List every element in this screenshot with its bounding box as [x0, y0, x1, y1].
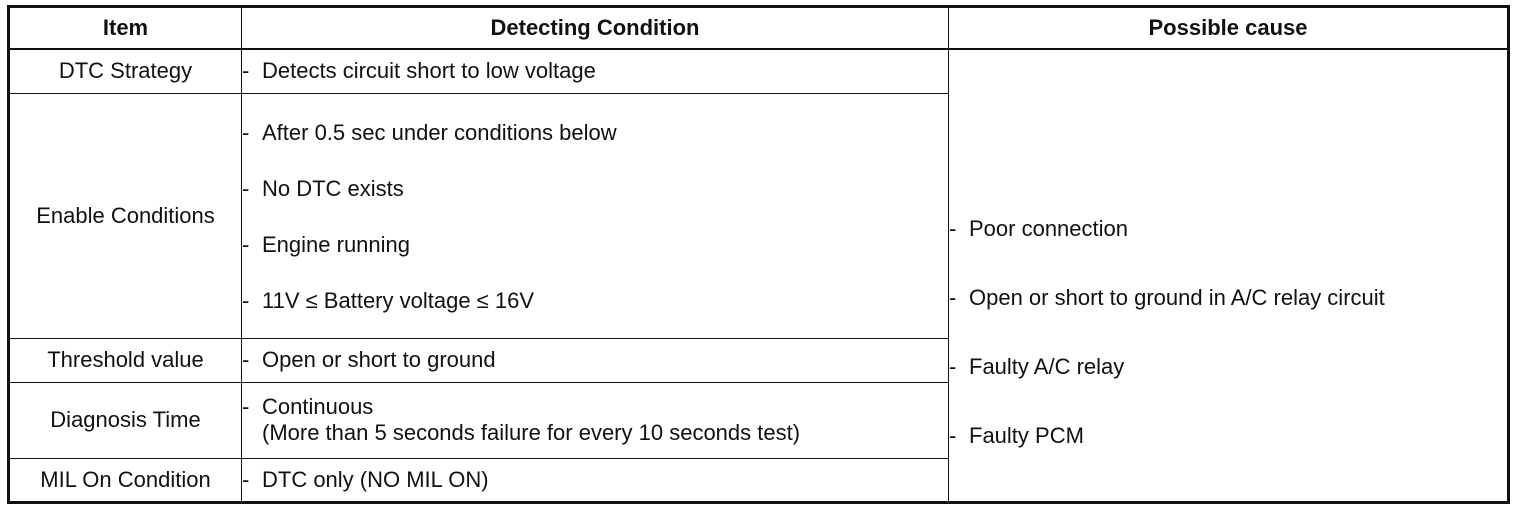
row-condition-cell	[242, 93, 949, 338]
condition-text: No DTC exists	[262, 175, 404, 201]
cause-item	[949, 285, 1507, 311]
condition-line	[242, 288, 948, 314]
bullet-dash: -	[949, 354, 957, 380]
condition-line	[242, 176, 948, 202]
enable-conditions-list	[242, 110, 948, 322]
bullet-dash: -	[949, 423, 957, 449]
row-item-dtc-strategy: DTC Strategy	[9, 49, 242, 93]
bullet-dash: -	[242, 119, 250, 145]
condition-text: 11V ≤ Battery voltage ≤ 16V	[262, 287, 535, 313]
row-condition-cell	[242, 338, 949, 382]
row-condition-cell	[242, 458, 949, 502]
header-item: Item	[9, 7, 242, 50]
table-row	[9, 49, 1509, 93]
condition-text: Continuous	[262, 394, 374, 419]
possible-cause-cell	[949, 49, 1509, 502]
row-condition-cell	[242, 49, 949, 93]
dtc-table	[7, 5, 1510, 504]
condition-line	[242, 120, 948, 146]
cause-item	[949, 354, 1507, 380]
cause-text: Poor connection	[969, 216, 1128, 242]
cause-item	[949, 216, 1507, 242]
header-detecting-condition: Detecting Condition	[242, 7, 949, 50]
row-item-threshold-value: Threshold value	[9, 338, 242, 382]
condition-line	[242, 394, 948, 420]
condition-text: Detects circuit short to low voltage	[262, 58, 596, 84]
row-item-diagnosis-time: Diagnosis Time	[9, 382, 242, 458]
condition-line	[242, 232, 948, 258]
bullet-dash: -	[949, 216, 957, 242]
bullet-dash: -	[242, 175, 250, 201]
condition-line	[242, 347, 948, 373]
bullet-dash: -	[242, 466, 250, 492]
condition-line	[242, 58, 948, 84]
bullet-dash: -	[242, 58, 250, 84]
condition-text: Engine running	[262, 231, 411, 257]
condition-note: (More than 5 seconds failure for every 10 seconds test)	[262, 420, 801, 445]
bullet-dash: -	[242, 287, 250, 313]
bullet-dash: -	[242, 394, 250, 419]
condition-text: After 0.5 sec under conditions below	[262, 119, 617, 145]
cause-text: Faulty PCM	[969, 423, 1084, 449]
bullet-dash: -	[242, 231, 250, 257]
cause-text: Open or short to ground in A/C relay circuit	[969, 285, 1385, 311]
cause-text: Faulty A/C relay	[969, 354, 1125, 380]
row-item-enable-conditions: Enable Conditions	[9, 93, 242, 338]
row-item-mil-on-condition: MIL On Condition	[9, 458, 242, 502]
bullet-dash: -	[242, 347, 250, 372]
condition-text: Open or short to ground	[262, 347, 496, 372]
header-row	[9, 7, 1509, 50]
bullet-dash: -	[949, 285, 957, 311]
cause-item	[949, 423, 1507, 449]
row-condition-cell	[242, 382, 949, 458]
condition-text: DTC only (NO MIL ON)	[262, 466, 489, 492]
header-possible-cause: Possible cause	[949, 7, 1509, 50]
condition-line	[242, 467, 948, 493]
cause-list	[949, 101, 1507, 449]
